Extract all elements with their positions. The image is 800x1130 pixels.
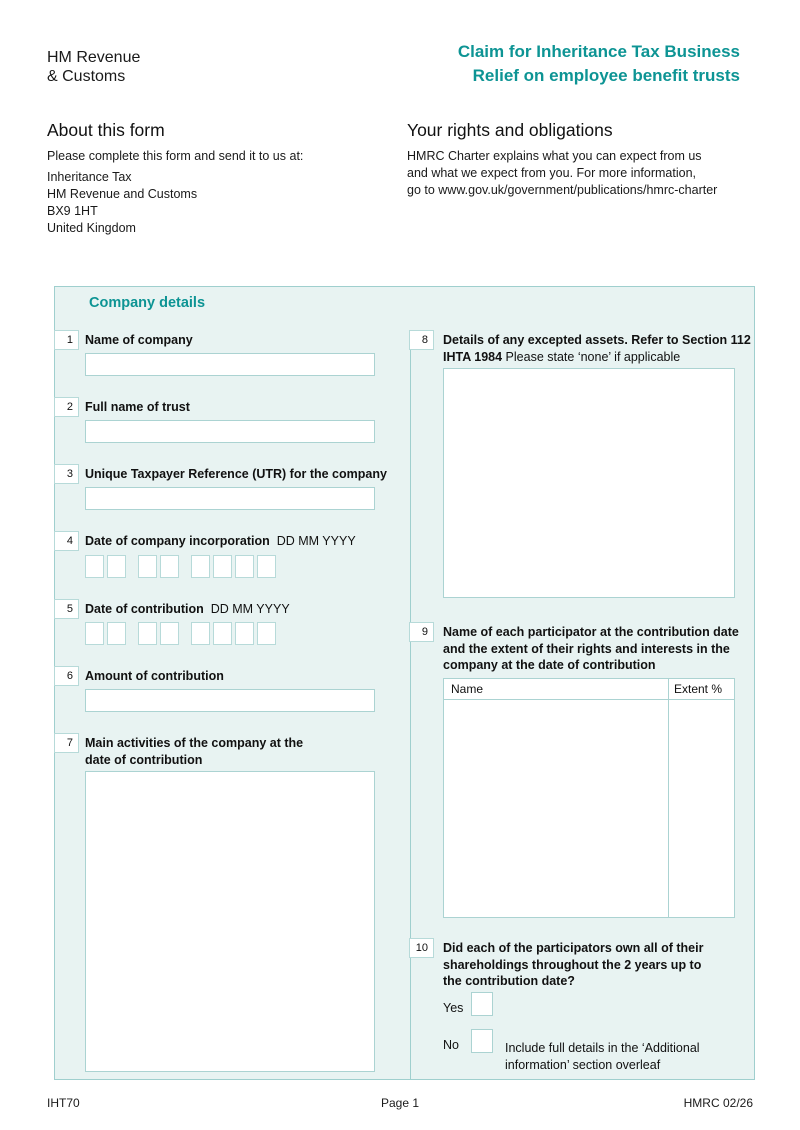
q4-date-format: DD MM YYYY bbox=[276, 534, 356, 548]
question-number-2: 2 bbox=[54, 397, 79, 417]
question-number-4: 4 bbox=[54, 531, 79, 551]
question-number-6: 6 bbox=[54, 666, 79, 686]
footer-version: HMRC 02/26 bbox=[683, 1096, 753, 1110]
date-box-year[interactable] bbox=[191, 622, 210, 645]
q10-no-label: No bbox=[443, 1038, 459, 1052]
question-number-8: 8 bbox=[409, 330, 434, 350]
date-box-month[interactable] bbox=[138, 622, 157, 645]
q8-excepted-assets-textarea[interactable] bbox=[443, 368, 735, 598]
q8-note: Please state ‘none’ if applicable bbox=[505, 349, 681, 364]
title-line-2: Relief on employee benefit trusts bbox=[472, 66, 740, 85]
date-box-day[interactable] bbox=[85, 555, 104, 578]
about-heading: About this form bbox=[47, 120, 165, 140]
participators-table bbox=[443, 678, 735, 918]
address-line: HM Revenue and Customs bbox=[47, 187, 198, 201]
date-box-year[interactable] bbox=[235, 622, 254, 645]
postal-address bbox=[47, 169, 197, 237]
date-box-month[interactable] bbox=[160, 622, 179, 645]
date-box-year[interactable] bbox=[213, 555, 232, 578]
page-title bbox=[458, 40, 740, 88]
column-divider bbox=[410, 331, 411, 1080]
date-box-day[interactable] bbox=[85, 622, 104, 645]
address-line: Inheritance Tax bbox=[47, 170, 132, 184]
title-line-1: Claim for Inheritance Tax Business bbox=[457, 42, 740, 61]
hmrc-logo bbox=[47, 48, 140, 86]
q7-label: Main activities of the company at the date of contribution bbox=[85, 736, 304, 767]
date-box-year[interactable] bbox=[257, 555, 276, 578]
address-line: BX9 1HT bbox=[47, 204, 98, 218]
q10-yes-checkbox[interactable] bbox=[471, 992, 493, 1016]
q2-trust-name-input[interactable] bbox=[85, 420, 375, 443]
q4-date-input bbox=[85, 555, 279, 578]
q5-date-format: DD MM YYYY bbox=[210, 602, 290, 616]
question-number-1: 1 bbox=[54, 330, 79, 350]
rights-line: and what we expect from you. For more information, bbox=[407, 166, 697, 180]
table-name-cell[interactable] bbox=[444, 700, 667, 918]
q6-amount-input[interactable] bbox=[85, 689, 375, 712]
q7-activities-textarea[interactable] bbox=[85, 771, 375, 1072]
q5-date-input bbox=[85, 622, 279, 645]
table-header-name: Name bbox=[451, 682, 484, 696]
address-line: United Kingdom bbox=[47, 221, 136, 235]
table-header-extent: Extent % bbox=[674, 682, 723, 696]
question-number-10: 10 bbox=[409, 938, 434, 958]
q8-label: Details of any excepted assets. Refer to Section 112 IHTA 1984 Please state ‘none’ if applicable bbox=[443, 333, 751, 364]
rights-line: HMRC Charter explains what you can expect from us bbox=[407, 149, 702, 163]
logo-line-1: HM Revenue bbox=[47, 49, 141, 66]
q4-label: Date of company incorporation DD MM YYYY bbox=[85, 534, 356, 548]
q3-utr-input[interactable] bbox=[85, 487, 375, 510]
section-heading: Company details bbox=[89, 295, 206, 311]
q10-no-checkbox[interactable] bbox=[471, 1029, 493, 1053]
q2-label: Full name of trust bbox=[85, 400, 190, 414]
date-box-day[interactable] bbox=[107, 555, 126, 578]
q10-no-note: Include full details in the ‘Additional information’ section overleaf bbox=[505, 1041, 700, 1072]
date-box-month[interactable] bbox=[138, 555, 157, 578]
about-intro: Please complete this form and send it to us at: bbox=[47, 149, 304, 163]
question-number-9: 9 bbox=[409, 622, 434, 642]
rights-line: go to www.gov.uk/government/publications/hmrc-charter bbox=[407, 183, 718, 197]
date-box-year[interactable] bbox=[257, 622, 276, 645]
question-number-3: 3 bbox=[54, 464, 79, 484]
rights-heading: Your rights and obligations bbox=[407, 120, 613, 140]
q1-label: Name of company bbox=[85, 333, 193, 347]
q6-label: Amount of contribution bbox=[85, 669, 224, 683]
date-box-day[interactable] bbox=[107, 622, 126, 645]
footer-page-number: Page 1 bbox=[380, 1096, 420, 1110]
date-box-year[interactable] bbox=[213, 622, 232, 645]
q3-label: Unique Taxpayer Reference (UTR) for the company bbox=[85, 467, 387, 481]
q10-yes-label: Yes bbox=[443, 1001, 464, 1015]
date-box-month[interactable] bbox=[160, 555, 179, 578]
footer-form-id: IHT70 bbox=[47, 1096, 80, 1110]
date-box-year[interactable] bbox=[191, 555, 210, 578]
rights-text bbox=[407, 148, 717, 199]
q5-label: Date of contribution DD MM YYYY bbox=[85, 602, 290, 616]
q9-label: Name of each participator at the contribution date and the extent of their rights and interests in the company at the date of contribution bbox=[443, 625, 739, 672]
table-extent-cell[interactable] bbox=[669, 700, 735, 918]
question-number-5: 5 bbox=[54, 599, 79, 619]
question-number-7: 7 bbox=[54, 733, 79, 753]
q10-label: Did each of the participators own all of their shareholdings throughout the 2 years up to the contribution date? bbox=[443, 941, 704, 988]
date-box-year[interactable] bbox=[235, 555, 254, 578]
logo-line-2: & Customs bbox=[47, 68, 126, 85]
q1-company-name-input[interactable] bbox=[85, 353, 375, 376]
